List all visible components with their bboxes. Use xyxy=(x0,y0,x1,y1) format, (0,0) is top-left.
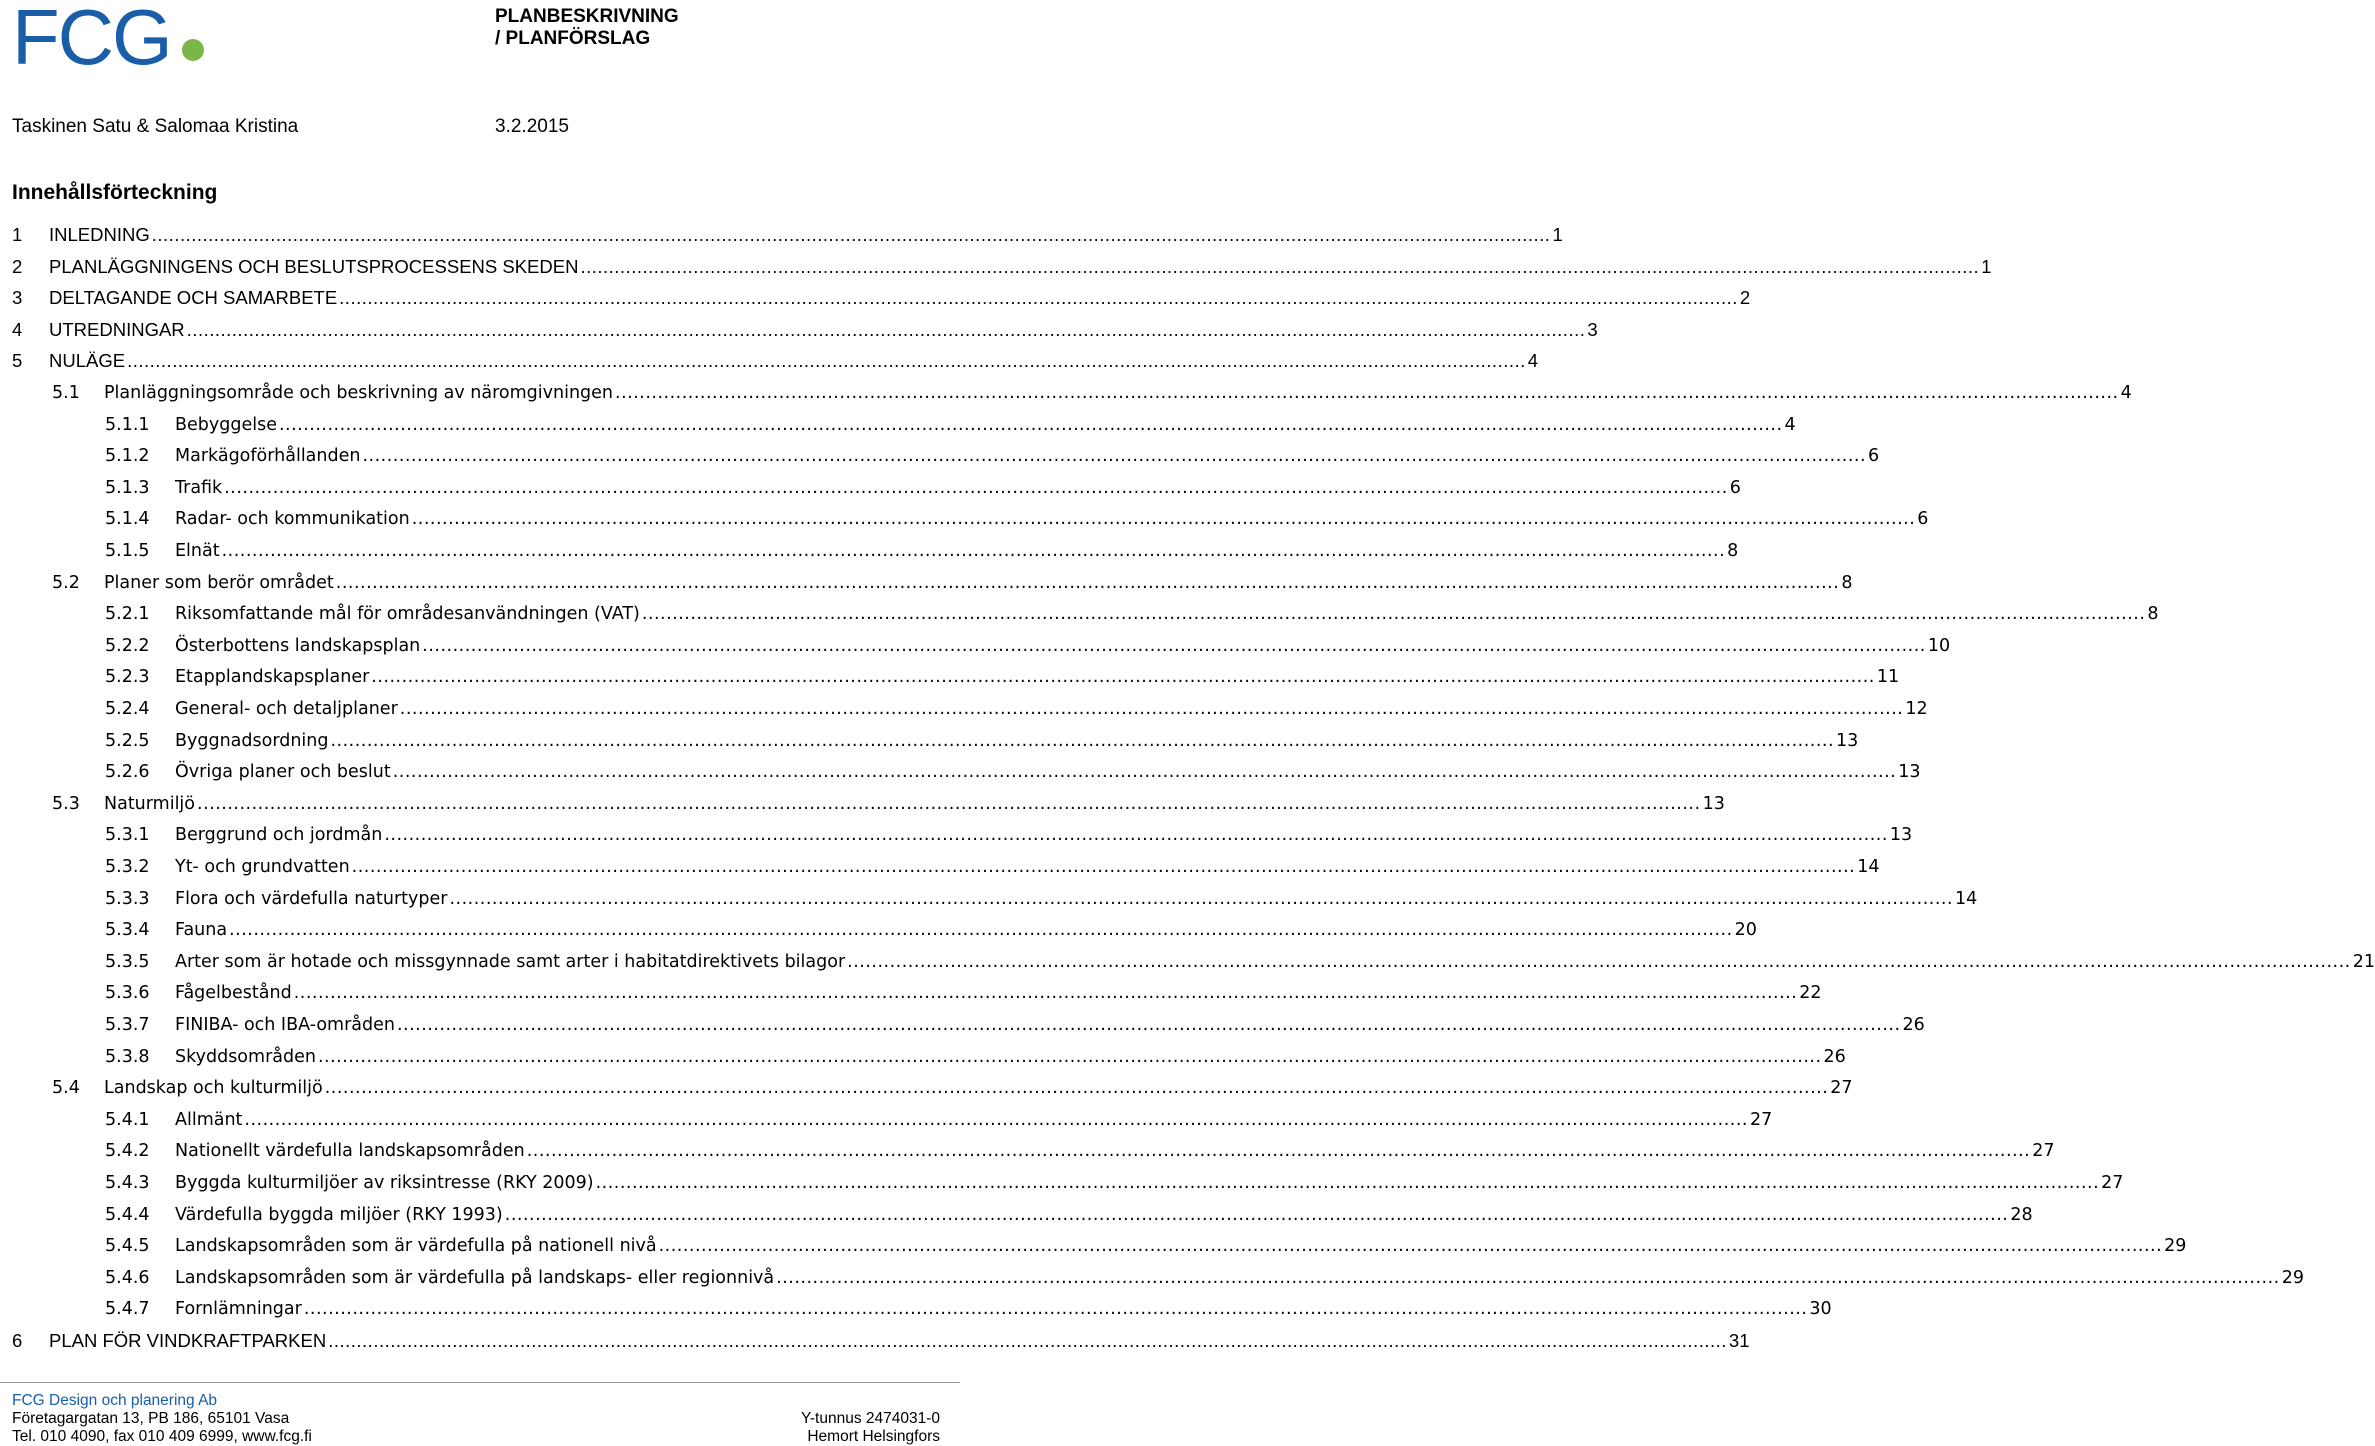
toc-dot-leader xyxy=(222,536,1726,566)
toc-dot-leader xyxy=(847,947,2351,977)
toc-entry-title: General- och detaljplaner xyxy=(175,699,398,719)
toc-entry-page: 8 xyxy=(2147,604,2159,625)
logo-dot-icon xyxy=(182,39,204,61)
toc-entry-page: 21 xyxy=(2352,951,2375,972)
toc-entry-number: 5.3.6 xyxy=(105,983,150,1004)
toc-entry-number: 5.4.1 xyxy=(105,1109,150,1130)
toc-entry-title: FINIBA- och IBA-områden xyxy=(175,1015,395,1035)
toc-entry-title: Etapplandskapsplaner xyxy=(175,667,370,688)
toc-entry[interactable] xyxy=(105,631,1951,661)
toc-dot-leader xyxy=(397,1010,1901,1040)
toc-entry-page: 1 xyxy=(1981,255,1992,277)
toc-entry[interactable] xyxy=(105,1042,1846,1072)
toc-entry-title: Landskap och kulturmiljö xyxy=(104,1078,323,1099)
toc-entry-page: 14 xyxy=(1857,857,1880,877)
toc-entry-number: 5.2 xyxy=(52,572,80,593)
toc-dot-leader xyxy=(318,1042,1822,1072)
toc-dot-leader xyxy=(371,662,1875,692)
toc-entry[interactable] xyxy=(105,1263,2304,1293)
footer-address: Företagargatan 13, PB 186, 65101 Vasa xyxy=(12,1410,290,1427)
toc-entry[interactable] xyxy=(105,947,2375,977)
toc-entry-number: 5.4.2 xyxy=(105,1141,150,1162)
toc-dot-leader xyxy=(330,726,1834,756)
toc-entry-page: 6 xyxy=(1917,509,1929,530)
toc-entry[interactable] xyxy=(105,1294,1832,1324)
toc-entry[interactable] xyxy=(105,473,1741,503)
fcg-logo xyxy=(12,0,202,81)
toc-dot-leader xyxy=(615,378,2119,408)
toc-dot-leader xyxy=(152,220,1551,250)
toc-entry-page: 31 xyxy=(1728,1330,1750,1351)
toc-entry-page: 10 xyxy=(1927,635,1951,656)
toc-dot-leader xyxy=(304,1294,1808,1324)
toc-entry-title: Flora och värdefulla naturtyper xyxy=(175,888,448,909)
toc-entry[interactable] xyxy=(12,1326,1750,1356)
toc-entry-page: 27 xyxy=(2032,1141,2055,1162)
toc-entry[interactable] xyxy=(105,1105,1773,1135)
toc-entry[interactable] xyxy=(12,252,1992,282)
toc-dot-leader xyxy=(449,884,1953,914)
toc-entry-page: 11 xyxy=(1876,667,1900,688)
toc-heading: Innehållsförteckning xyxy=(12,181,218,204)
toc-entry-number: 5.3.3 xyxy=(105,888,150,909)
toc-entry-page: 22 xyxy=(1799,983,1822,1004)
toc-entry-page: 2 xyxy=(1739,287,1751,309)
logo-wordmark: FCG xyxy=(12,0,171,81)
toc-entry-page: 20 xyxy=(1734,920,1757,941)
toc-entry-title: Övriga planer och beslut xyxy=(175,762,391,783)
toc-entry-number: 3 xyxy=(12,287,23,309)
toc-entry-title: Fauna xyxy=(175,920,228,941)
toc-entry-page: 27 xyxy=(2101,1173,2124,1193)
toc-dot-leader xyxy=(224,473,1728,503)
toc-entry-number: 5.4.5 xyxy=(105,1236,150,1257)
footer xyxy=(12,1392,948,1446)
toc-entry-title: DELTAGANDE OCH SAMARBETE xyxy=(49,287,338,309)
footer-contact: Tel. 010 4090, fax 010 409 6999, www.fcg.fi xyxy=(12,1428,312,1445)
document-title-line1: PLANBESKRIVNING xyxy=(495,6,679,27)
toc-entry-page: 13 xyxy=(1836,730,1859,751)
toc-dot-leader xyxy=(393,757,1897,787)
toc-entry-page: 13 xyxy=(1898,762,1921,783)
toc-entry-title: UTREDNINGAR xyxy=(49,318,185,340)
toc-entry[interactable] xyxy=(12,283,1751,313)
toc-entry-title: Nationellt värdefulla landskapsområden xyxy=(175,1141,525,1162)
footer-domicile: Hemort Helsingfors xyxy=(807,1428,940,1445)
toc-entry[interactable] xyxy=(105,1200,2033,1230)
toc-entry[interactable] xyxy=(12,346,1539,376)
toc-entry-page: 8 xyxy=(1727,541,1739,561)
toc-dot-leader xyxy=(412,504,1916,534)
toc-entry-title: Planläggningsområde och beskrivning av näromgivningen xyxy=(104,383,614,403)
toc-entry-page: 8 xyxy=(1841,572,1853,593)
toc-entry[interactable] xyxy=(105,536,1739,566)
toc-entry-number: 5.1.2 xyxy=(105,446,150,467)
toc-entry-number: 5.3 xyxy=(52,793,80,814)
toc-entry-title: Planer som berör området xyxy=(104,572,334,593)
toc-entry[interactable] xyxy=(105,852,1880,882)
toc-entry[interactable] xyxy=(105,1231,2187,1261)
toc-entry-title: Skyddsområden xyxy=(175,1046,316,1067)
toc-entry-page: 4 xyxy=(1784,414,1796,435)
toc-entry[interactable] xyxy=(105,915,1757,945)
toc-entry-number: 5.2.4 xyxy=(105,699,150,719)
toc-dot-leader xyxy=(294,978,1798,1008)
toc-entry-page: 13 xyxy=(1889,825,1913,846)
footer-business-id: Y-tunnus 2474031-0 xyxy=(800,1410,940,1427)
footer-divider xyxy=(0,1382,960,1383)
toc-entry[interactable] xyxy=(52,789,1725,819)
toc-entry-number: 5.1.3 xyxy=(105,477,150,498)
toc-entry-number: 5.3.2 xyxy=(105,857,150,877)
toc-entry-number: 5.3.4 xyxy=(105,920,150,941)
toc-entry-title: PLAN FÖR VINDKRAFTPARKEN xyxy=(49,1330,327,1351)
toc-entry-number: 5.3.7 xyxy=(105,1015,150,1035)
toc-entry-page: 4 xyxy=(1527,350,1539,372)
toc-entry-page: 6 xyxy=(1729,477,1741,498)
toc-entry-page: 4 xyxy=(2120,383,2132,403)
toc-entry-title: Allmänt xyxy=(175,1109,243,1130)
toc-dot-leader xyxy=(336,568,1840,598)
toc-entry-number: 6 xyxy=(12,1330,23,1351)
toc-dot-leader xyxy=(776,1263,2280,1293)
toc-entry-title: Berggrund och jordmån xyxy=(175,825,383,846)
toc-entry[interactable] xyxy=(105,757,1921,787)
toc-dot-leader xyxy=(352,852,1856,882)
toc-dot-leader xyxy=(127,346,1526,376)
toc-entry-page: 12 xyxy=(1905,699,1928,719)
toc-entry-number: 4 xyxy=(12,318,23,340)
toc-entry-title: Landskapsområden som är värdefulla på nationell nivå xyxy=(175,1236,657,1257)
toc-entry[interactable] xyxy=(105,978,1822,1008)
document-date: 3.2.2015 xyxy=(495,116,569,137)
authors: Taskinen Satu & Salomaa Kristina xyxy=(12,116,299,137)
toc-entry-page: 14 xyxy=(1955,888,1978,909)
document-title xyxy=(495,6,679,50)
toc-entry-number: 5.2.1 xyxy=(105,604,150,625)
toc-entry-page: 1 xyxy=(1552,224,1563,245)
toc-entry-title: Naturmiljö xyxy=(104,793,195,814)
toc-entry-page: 29 xyxy=(2164,1236,2187,1257)
toc-entry-number: 5.2.5 xyxy=(105,730,150,751)
toc-entry-page: 27 xyxy=(1749,1109,1773,1130)
toc-dot-leader xyxy=(325,1073,1829,1103)
toc-entry[interactable] xyxy=(52,568,1853,598)
toc-entry[interactable] xyxy=(12,220,1563,250)
toc-entry-number: 5.3.1 xyxy=(105,825,150,846)
toc-entry-number: 2 xyxy=(12,255,23,277)
toc-entry[interactable] xyxy=(105,726,1859,756)
toc-entry-title: Radar- och kommunikation xyxy=(175,509,410,530)
toc-entry-title: INLEDNING xyxy=(49,224,150,245)
toc-entry[interactable] xyxy=(105,694,1928,724)
toc-entry[interactable] xyxy=(105,504,1929,534)
toc-entry-number: 5.4 xyxy=(52,1078,80,1099)
toc-entry-number: 5.1.1 xyxy=(105,414,150,435)
toc-entry[interactable] xyxy=(105,820,1913,850)
toc-entry-page: 29 xyxy=(2281,1267,2304,1288)
footer-company: FCG Design och planering Ab xyxy=(12,1392,218,1409)
toc-dot-leader xyxy=(229,915,1733,945)
toc-dot-leader xyxy=(580,252,1979,282)
toc-entry[interactable] xyxy=(105,1168,2124,1198)
toc-entry-page: 30 xyxy=(1809,1299,1832,1320)
toc-dot-leader xyxy=(187,315,1586,345)
toc-entry-page: 26 xyxy=(1823,1046,1846,1067)
toc-entry-title: Arter som är hotade och missgynnade samt arter i habitatdirektivets bilagor xyxy=(175,951,846,972)
toc-entry-page: 3 xyxy=(1587,318,1598,340)
toc-entry-number: 5.1 xyxy=(52,383,80,403)
toc-entry-title: Markägoförhållanden xyxy=(175,446,361,467)
toc-entry-page: 26 xyxy=(1902,1015,1925,1035)
toc-entry-number: 5.2.2 xyxy=(105,635,150,656)
toc-dot-leader xyxy=(244,1105,1748,1135)
toc-entry-number: 5.2.3 xyxy=(105,667,150,688)
toc-entry[interactable] xyxy=(12,315,1598,345)
toc-dot-leader xyxy=(642,599,2146,629)
toc-entry-number: 5.1.4 xyxy=(105,509,150,530)
toc-dot-leader xyxy=(328,1326,1727,1356)
toc-entry-number: 5 xyxy=(12,350,23,372)
toc-entry-title: Värdefulla byggda miljöer (RKY 1993) xyxy=(175,1204,503,1225)
toc-entry-title: Fornlämningar xyxy=(175,1299,302,1320)
toc-dot-leader xyxy=(505,1200,2009,1230)
toc-dot-leader xyxy=(659,1231,2163,1261)
toc-entry-number: 5.2.6 xyxy=(105,762,150,783)
toc-entry[interactable] xyxy=(52,1073,1853,1103)
toc-entry-number: 5.3.5 xyxy=(105,951,150,972)
toc-entry-number: 5.4.7 xyxy=(105,1299,150,1320)
document-title-line2: / PLANFÖRSLAG xyxy=(495,28,651,49)
toc-entry-title: Österbottens landskapsplan xyxy=(175,635,421,656)
toc-entry[interactable] xyxy=(52,378,2132,408)
toc-entry[interactable] xyxy=(105,599,2159,629)
toc-entry-title: Fågelbestånd xyxy=(175,983,292,1004)
toc-entry-number: 5.4.4 xyxy=(105,1204,150,1225)
toc-entry-number: 5.4.3 xyxy=(105,1173,150,1193)
toc-entry-title: NULÄGE xyxy=(49,350,126,372)
toc-dot-leader xyxy=(527,1136,2031,1166)
toc-entry-page: 28 xyxy=(2010,1204,2033,1225)
toc-entry-title: Bebyggelse xyxy=(175,414,277,435)
toc-entry[interactable] xyxy=(105,1136,2055,1166)
toc-entry-number: 5.3.8 xyxy=(105,1046,150,1067)
toc-entry[interactable] xyxy=(105,662,1900,692)
toc-entry-number: 5.4.6 xyxy=(105,1267,150,1288)
toc-entry-title: Trafik xyxy=(175,477,223,498)
toc-entry-title: PLANLÄGGNINGENS OCH BESLUTSPROCESSENS SKEDEN xyxy=(49,255,579,277)
toc-dot-leader xyxy=(400,694,1904,724)
toc-entry-title: Riksomfattande mål för områdesanvändningen (VAT) xyxy=(175,604,640,625)
toc-dot-leader xyxy=(596,1168,2100,1198)
toc-dot-leader xyxy=(339,283,1738,313)
toc-entry[interactable] xyxy=(105,441,1880,471)
toc-dot-leader xyxy=(362,441,1866,471)
toc-dot-leader xyxy=(279,410,1783,440)
toc-entry[interactable] xyxy=(105,884,1978,914)
toc-entry-title: Landskapsområden som är värdefulla på landskaps- eller regionnivå xyxy=(175,1267,775,1288)
toc-entry-title: Yt- och grundvatten xyxy=(175,857,350,877)
toc-entry-title: Elnät xyxy=(175,541,220,561)
toc-entry-page: 13 xyxy=(1702,793,1725,814)
toc-entry[interactable] xyxy=(105,410,1796,440)
toc-entry-number: 1 xyxy=(12,224,23,245)
toc-dot-leader xyxy=(422,631,1926,661)
toc-dot-leader xyxy=(384,820,1888,850)
toc-entry-title: Byggda kulturmiljöer av riksintresse (RKY 2009) xyxy=(175,1173,594,1193)
toc-entry-page: 27 xyxy=(1830,1078,1853,1099)
toc-dot-leader xyxy=(197,789,1701,819)
toc-entry-number: 5.1.5 xyxy=(105,541,150,561)
toc-entry-title: Byggnadsordning xyxy=(175,730,329,751)
toc-entry-page: 6 xyxy=(1868,446,1880,467)
toc-entry[interactable] xyxy=(105,1010,1925,1040)
